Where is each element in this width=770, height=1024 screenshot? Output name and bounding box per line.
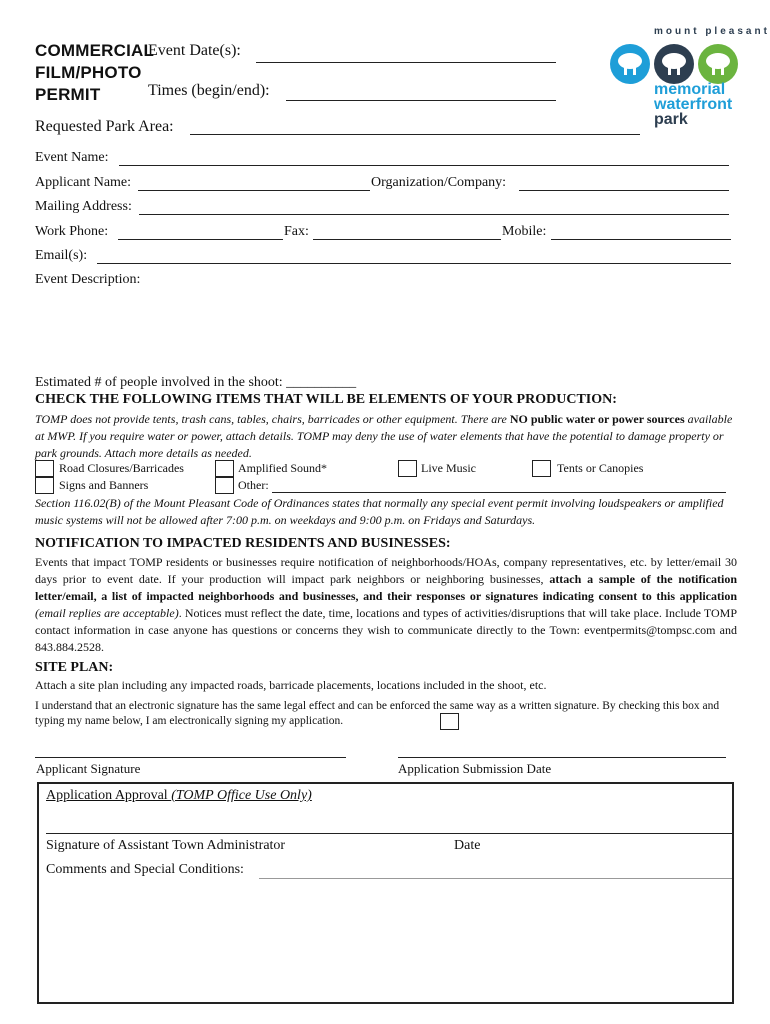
signs-label: Signs and Banners	[59, 478, 149, 492]
event-name-field[interactable]	[119, 165, 729, 166]
notification-text-part2: . Notices must reflect the date, time, locations and types of activities/disruptions that will take place. Include TOMP contact information in case anyone has questions or concerns they wish to communicate directly to the Town: eventpermits@tompsc.com and 843.884.2528.	[35, 606, 737, 654]
form-title	[35, 40, 154, 106]
logo-word-waterfront: waterfront	[654, 96, 733, 113]
emails-label: Email(s):	[35, 248, 88, 263]
event-dates-label: Event Date(s):	[148, 42, 241, 59]
times-label: Times (begin/end):	[148, 82, 270, 99]
notification-text-italic: (email replies are acceptable)	[35, 606, 179, 620]
work-phone-label: Work Phone:	[35, 224, 109, 239]
mobile-label: Mobile:	[502, 224, 547, 239]
amplified-sound-checkbox[interactable]	[215, 460, 234, 477]
tree-icon-dark	[654, 44, 694, 84]
fax-label: Fax:	[284, 224, 309, 239]
mailing-address-field[interactable]	[139, 214, 729, 215]
notification-heading: NOTIFICATION TO IMPACTED RESIDENTS AND BUSINESSES:	[35, 536, 451, 551]
road-closures-checkbox[interactable]	[35, 460, 54, 477]
comments-label: Comments and Special Conditions:	[46, 862, 244, 877]
other-label: Other:	[238, 478, 269, 492]
applicant-name-field[interactable]	[138, 190, 370, 191]
elements-note-part1: TOMP does not provide tents, trash cans, tables, chairs, barricades or other equipment. There are	[35, 412, 510, 426]
office-heading-italic: (TOMP Office Use Only)	[171, 788, 312, 803]
organization-field[interactable]	[519, 190, 729, 191]
event-dates-row	[148, 42, 241, 60]
elements-heading: CHECK THE FOLLOWING ITEMS THAT WILL BE ELEMENTS OF YOUR PRODUCTION:	[35, 392, 617, 407]
office-heading-part1: Application Approval	[46, 788, 172, 803]
other-checkbox[interactable]	[215, 477, 234, 494]
submission-date-label: Application Submission Date	[398, 761, 552, 776]
event-name-label: Event Name:	[35, 150, 109, 165]
times-row	[148, 82, 270, 100]
applicant-signature-label: Applicant Signature	[36, 761, 141, 776]
title-line-1: COMMERCIAL	[35, 41, 155, 60]
office-use-box	[37, 782, 734, 1004]
logo-word-memorial: memorial	[654, 81, 726, 98]
ordinance-note: Section 116.02(B) of the Mount Pleasant Code of Ordinances states that normally any special event permit involving loudspeakers or amplified music systems will not be allowed after 7:00 p.m. on weekdays and 9:00 p.m. on Fridays and Saturdays.	[35, 496, 724, 527]
emails-field[interactable]	[97, 263, 731, 264]
live-music-checkbox[interactable]	[398, 460, 417, 477]
requested-area-field[interactable]	[190, 134, 640, 135]
applicant-signature-field[interactable]	[35, 757, 346, 758]
site-plan-heading: SITE PLAN:	[35, 660, 114, 675]
elements-note	[35, 411, 735, 462]
event-dates-field[interactable]	[256, 62, 556, 63]
esign-text: I understand that an electronic signature has the same legal effect and can be enforced the same way as a written signature. By checking this box and typing my name below, I am electronically signing my application.	[35, 700, 720, 727]
tree-icon-blue	[610, 44, 650, 84]
logo-top-text: mount pleasant	[654, 26, 770, 37]
submission-date-field[interactable]	[398, 757, 726, 758]
tents-checkbox[interactable]	[532, 460, 551, 477]
notification-text-part1: Events that impact TOMP residents or businesses require notification of neighborhoods/HOAs, company representatives, etc. by letter/email 30 days prior to event date. If your production will impact park neighbors or neighboring businesses,	[35, 555, 737, 586]
applicant-name-label: Applicant Name:	[35, 175, 132, 190]
elements-note-bold: NO public water or power sources	[509, 412, 685, 426]
tree-icon-green	[698, 44, 738, 84]
title-line-3: PERMIT	[35, 85, 101, 104]
times-field[interactable]	[286, 100, 556, 101]
tents-label: Tents or Canopies	[557, 461, 644, 475]
requested-area-row	[35, 118, 174, 136]
assistant-signature-label: Signature of Assistant Town Administrator	[46, 838, 286, 853]
estimated-people-label: Estimated # of people involved in the shoot: __________	[35, 375, 357, 390]
amplified-sound-label: Amplified Sound*	[238, 461, 327, 475]
elements-note-part2: available at MWP. If you require water or power, attach details. TOMP may deny the use of water elements that have the potential to damage property or park grounds. Attach more details as needed.	[35, 412, 733, 460]
assistant-signature-field[interactable]	[46, 833, 732, 834]
live-music-label: Live Music	[421, 461, 476, 475]
title-line-2: FILM/PHOTO	[35, 63, 142, 82]
mailing-address-label: Mailing Address:	[35, 199, 132, 214]
mobile-field[interactable]	[551, 239, 731, 240]
esign-checkbox[interactable]	[440, 713, 459, 730]
approval-date-label: Date	[454, 838, 481, 853]
notification-text-bold: attach a sample of the notification letter/email, a list of impacted neighborhoods and businesses, and their responses or signatures indicating consent to this application	[35, 572, 737, 603]
organization-label: Organization/Company:	[371, 175, 507, 190]
requested-area-label: Requested Park Area:	[35, 118, 174, 135]
office-heading	[46, 788, 312, 804]
comments-field[interactable]	[259, 878, 732, 879]
road-closures-label: Road Closures/Barricades	[59, 461, 184, 475]
park-logo	[606, 26, 770, 131]
logo-word-park: park	[654, 111, 688, 128]
notification-text	[35, 554, 737, 656]
site-plan-text: Attach a site plan including any impacted roads, barricade placements, locations included in the shoot, etc.	[35, 678, 547, 692]
event-description-area[interactable]	[35, 292, 731, 372]
event-description-label: Event Description:	[35, 272, 141, 287]
other-field[interactable]	[272, 492, 726, 493]
signs-checkbox[interactable]	[35, 477, 54, 494]
work-phone-field[interactable]	[118, 239, 283, 240]
fax-field[interactable]	[313, 239, 501, 240]
